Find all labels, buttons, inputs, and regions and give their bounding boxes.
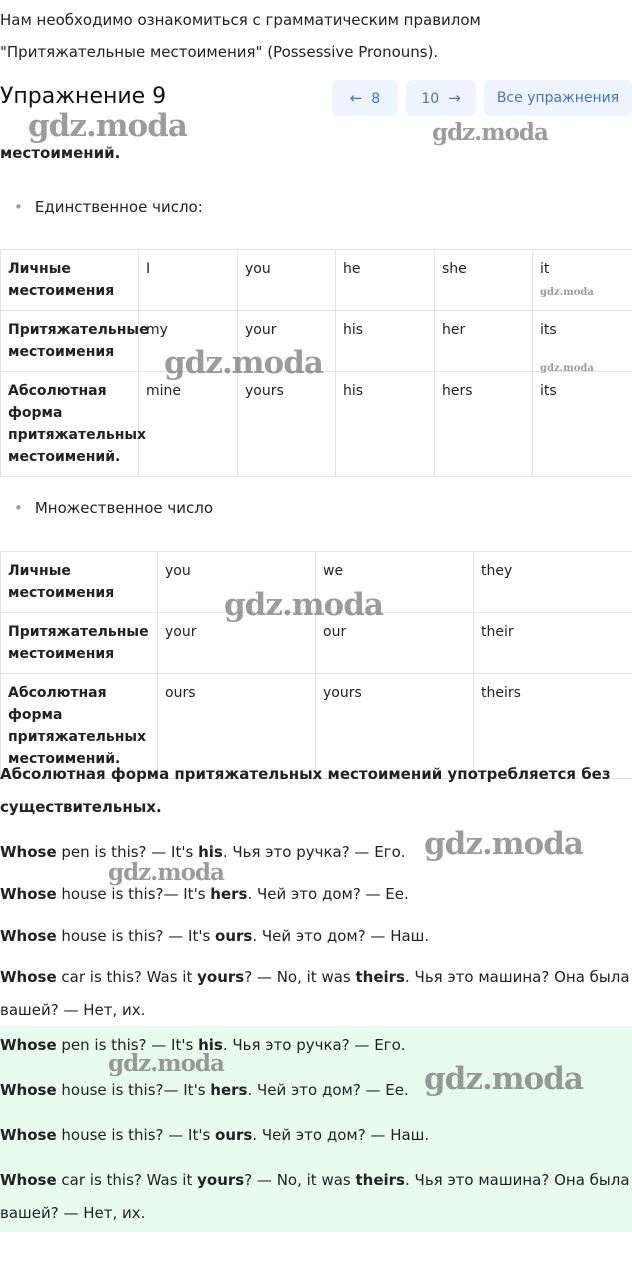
bold-word: Whose (0, 885, 57, 903)
table-cell: my (139, 311, 238, 372)
watermark: gdz.moda (540, 287, 594, 298)
example-line (0, 961, 632, 1027)
all-exercises-button[interactable]: Все упражнения (484, 80, 632, 116)
table-row (1, 250, 632, 311)
table-cell: Притяжательные местоимения (1, 613, 158, 674)
intro-text (0, 4, 632, 68)
bold-word: hers (210, 885, 248, 903)
singular-heading-text: Единственное число: (34, 198, 203, 216)
bold-word: Whose (0, 1081, 57, 1099)
text-fragment: . Чья это ручка? — Его. (222, 1036, 406, 1054)
text-fragment: house is this? — It's (56, 927, 216, 945)
text-fragment: car is this? Was it (56, 1171, 198, 1189)
text-fragment: house is this?— It's (56, 1081, 211, 1099)
answer-line (0, 1029, 632, 1062)
next-exercise-label: 10 (421, 91, 440, 107)
table-cell: her (435, 311, 533, 372)
plural-heading (14, 499, 213, 517)
table-cell: their (474, 613, 632, 674)
table-cell: your (238, 311, 336, 372)
watermark: gdz.moda (108, 1050, 224, 1077)
bold-word: hers (210, 1081, 248, 1099)
text-fragment: . Чей это дом? — Наш. (252, 1126, 430, 1144)
watermark: gdz.moda (432, 119, 548, 146)
watermark: gdz.moda (108, 859, 224, 886)
plural-heading-text: Множественное число (34, 499, 213, 517)
text-fragment: . Чья это машина? Она была вашей? — Нет, их. (0, 968, 630, 1019)
table-cell: ours (158, 674, 316, 779)
table-cell: yours (316, 674, 474, 779)
table-cell: Абсолютная форма притяжательных местоимений. (1, 372, 139, 477)
text-fragment: . Чья это машина? Она была вашей? — Нет, их. (0, 1171, 630, 1222)
watermark: gdz.moda (224, 587, 383, 623)
text-fragment: car is this? Was it (56, 968, 198, 986)
table-cell: Личные местоимения (1, 552, 158, 613)
page-title: Упражнение 9 (0, 84, 167, 109)
bold-word: ours (215, 927, 253, 945)
table-cell: his (336, 311, 435, 372)
bold-word: Whose (0, 1126, 57, 1144)
table-cell: its (533, 372, 632, 477)
bold-word: his (198, 1036, 223, 1054)
bold-word: ours (215, 1126, 253, 1144)
partial-heading: местоимений. (0, 144, 121, 162)
watermark: gdz.moda (424, 826, 583, 862)
table-cell: he (336, 250, 435, 311)
text-fragment: . Чья это ручка? — Его. (222, 843, 406, 861)
answer-line (0, 1119, 632, 1152)
intro-line-2: "Притяжательные местоимения" (Possessive Pronouns). (0, 43, 439, 61)
example-line (0, 920, 632, 953)
plural-pronouns-table (0, 551, 632, 779)
table-cell: Личные местоимения (1, 250, 139, 311)
table-cell: I (139, 250, 238, 311)
table-cell: theirs (474, 674, 632, 779)
arrow-right-icon: → (448, 89, 461, 107)
table-cell: mine (139, 372, 238, 477)
table-cell: you (158, 552, 316, 613)
bold-word: yours (197, 968, 245, 986)
text-fragment: house is this? — It's (56, 1126, 216, 1144)
bold-word: his (198, 843, 223, 861)
arrow-left-icon: ← (349, 89, 363, 107)
table-cell: your (158, 613, 316, 674)
table-cell: our (316, 613, 474, 674)
bold-word: Whose (0, 968, 57, 986)
watermark: gdz.moda (164, 345, 323, 381)
answer-line (0, 1164, 632, 1230)
bold-word: theirs (355, 1171, 405, 1189)
table-row (1, 372, 632, 477)
text-fragment: pen is this? — It's (56, 1036, 199, 1054)
watermark: gdz.moda (28, 108, 187, 144)
example-line (0, 878, 632, 911)
text-fragment: . Чей это дом? — Ее. (247, 885, 409, 903)
table-cell: hers (435, 372, 533, 477)
text-fragment: ? — No, it was (244, 1171, 356, 1189)
bullet-dot: • (14, 499, 23, 517)
text-fragment: . Чей это дом? — Ее. (247, 1081, 409, 1099)
rule-text: Абсолютная форма притяжательных местоимений употребляется без существительных. (0, 765, 611, 816)
table-cell: they (474, 552, 632, 613)
prev-exercise-label: 8 (371, 91, 381, 107)
next-exercise-button[interactable] (406, 80, 476, 116)
table-cell: its (533, 311, 632, 372)
intro-line-1: Нам необходимо ознакомиться с грамматическим правилом (0, 11, 481, 29)
text-fragment: ? — No, it was (244, 968, 356, 986)
table-cell: Притяжательные местоимения (1, 311, 139, 372)
text-fragment: pen is this? — It's (56, 843, 199, 861)
table-cell: his (336, 372, 435, 477)
singular-heading (14, 198, 203, 216)
prev-exercise-button[interactable] (332, 80, 398, 116)
table-cell: it (533, 250, 632, 311)
bold-word: Whose (0, 927, 57, 945)
table-cell: we (316, 552, 474, 613)
watermark: gdz.moda (424, 1061, 583, 1097)
bold-word: Whose (0, 1036, 57, 1054)
text-fragment: . Чей это дом? — Наш. (252, 927, 430, 945)
table-cell: she (435, 250, 533, 311)
watermark: gdz.moda (540, 363, 594, 374)
bold-word: yours (197, 1171, 245, 1189)
bold-word: Whose (0, 843, 57, 861)
text-fragment: house is this?— It's (56, 885, 211, 903)
bold-word: theirs (355, 968, 405, 986)
bold-word: Whose (0, 1171, 57, 1189)
table-cell: you (238, 250, 336, 311)
table-cell: yours (238, 372, 336, 477)
table-cell: Абсолютная форма притяжательных местоимений. (1, 674, 158, 779)
bullet-dot: • (14, 198, 23, 216)
